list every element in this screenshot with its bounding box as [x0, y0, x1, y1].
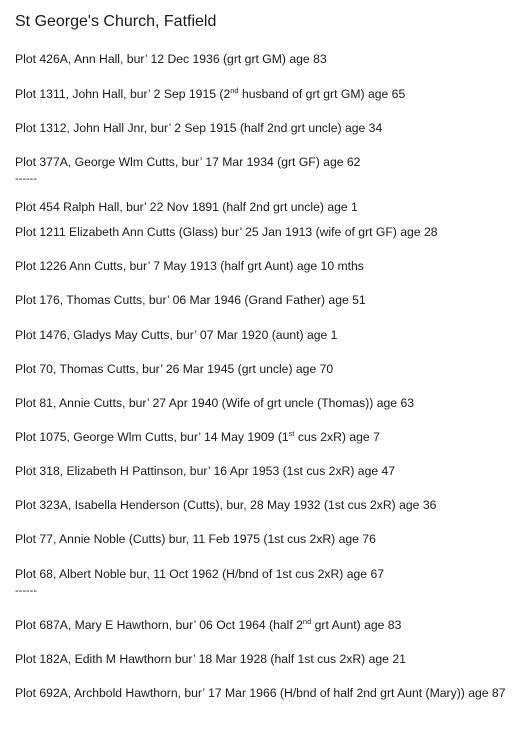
burial-entry: Plot 77, Annie Noble (Cutts) bur, 11 Feb 1975 (1st cus 2xR) age 76 [15, 532, 376, 546]
ordinal-suffix: nd [230, 85, 239, 95]
burial-entry: Plot 377A, George Wlm Cutts, bur’ 17 Mar 1934 (grt GF) age 62 [15, 155, 361, 169]
ordinal-suffix: nd [302, 616, 312, 626]
burial-entry: Plot 68, Albert Noble bur, 11 Oct 1962 (H/bnd of 1st cus 2xR) age 67 [15, 567, 384, 581]
burial-entry: Plot 182A, Edith M Hawthorn bur’ 18 Mar 1928 (half 1st cus 2xR) age 21 [15, 652, 406, 666]
section-separator: ------ [15, 585, 37, 597]
burial-entry: Plot 1075, George Wlm Cutts, bur’ 14 May 1909 (1st cus 2xR) age 7 [15, 428, 380, 444]
burial-entry: Plot 318, Elizabeth H Pattinson, bur’ 16 Apr 1953 (1st cus 2xR) age 47 [15, 464, 396, 478]
section-separator: ------ [15, 173, 37, 185]
burial-entry: Plot 323A, Isabella Henderson (Cutts), bur, 28 May 1932 (1st cus 2xR) age 36 [15, 498, 437, 512]
burial-entry: Plot 176, Thomas Cutts, bur’ 06 Mar 1946 (Grand Father) age 51 [15, 293, 366, 307]
burial-entry: Plot 1312, John Hall Jnr, bur’ 2 Sep 1915 (half 2nd grt uncle) age 34 [15, 121, 383, 135]
burial-entry: Plot 81, Annie Cutts, bur’ 27 Apr 1940 (Wife of grt uncle (Thomas)) age 63 [15, 396, 415, 410]
document-title: St George's Church, Fatfield [15, 13, 217, 30]
burial-entry: Plot 426A, Ann Hall, bur’ 12 Dec 1936 (grt grt GM) age 83 [15, 52, 327, 66]
burial-entry: Plot 1476, Gladys May Cutts, bur’ 07 Mar 1920 (aunt) age 1 [15, 328, 338, 342]
burial-entry: Plot 692A, Archbold Hawthorn, bur’ 17 Mar 1966 (H/bnd of half 2nd grt Aunt (Mary)) age 87 [15, 686, 506, 700]
burial-entry: Plot 454 Ralph Hall, bur’ 22 Nov 1891 (half 2nd grt uncle) age 1 [15, 200, 358, 214]
burial-entry: Plot 1226 Ann Cutts, bur’ 7 May 1913 (half grt Aunt) age 10 mths [15, 259, 364, 273]
burial-entry: Plot 1311, John Hall, bur’ 2 Sep 1915 (2nd husband of grt grt GM) age 65 [15, 85, 406, 101]
burial-entry: Plot 70, Thomas Cutts, bur’ 26 Mar 1945 (grt uncle) age 70 [15, 362, 334, 376]
ordinal-suffix: st [288, 428, 295, 438]
burial-entry: Plot 687A, Mary E Hawthorn, bur’ 06 Oct 1964 (half 2nd grt Aunt) age 83 [15, 616, 402, 632]
burial-entry: Plot 1211 Elizabeth Ann Cutts (Glass) bur’ 25 Jan 1913 (wife of grt GF) age 28 [15, 225, 438, 239]
